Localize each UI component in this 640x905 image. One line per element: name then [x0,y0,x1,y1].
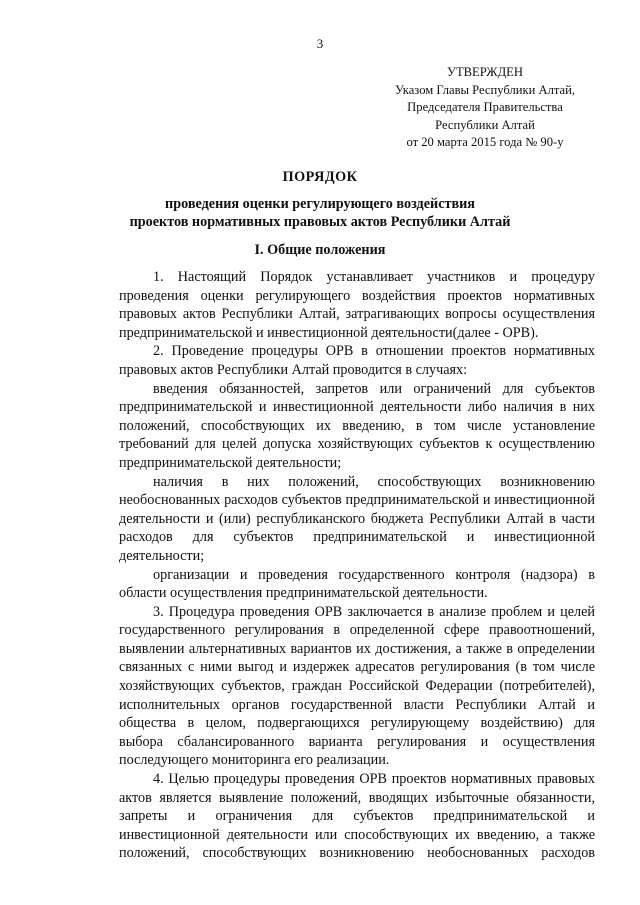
paragraph-2-case-3: организации и проведения государственного контроля (надзора) в области осуществления предпринимательской деятельности. [119,566,595,602]
title-main: ПОРЯДОК [282,169,358,185]
paragraph-3: 3. Процедура проведения ОРВ заключается в анализе проблем и целей государственного регулирования в определенной сфере правоотношений, выявлении альтернативных вариантов их достижения, а также в определении связанных с ними выгод и издержек адресатов регулирования (в том числе хозяйствующих субъектов, граждан Российской Федерации (потребителей), исполнительных органов государственной власти Республики Алтай и общества в целом, подвергающихся регулирующему воздействию) для выбора сбалансированного варианта регулирования и осуществления последующего мониторинга его реализации. [119,603,595,769]
approval-line: Председателя Правительства [407,100,563,114]
title-subtitle-line: проведения оценки регулирующего воздействия [165,195,475,212]
paragraph-4: 4. Целью процедуры проведения ОРВ проектов нормативных правовых актов является выявление положений, вводящих избыточные обязанности, запреты и ограничения для субъектов предпринимательской и инвестиционной деятельности или способствующих их введению, а также положений, способствующих возникновению необоснованных расходов [119,771,595,862]
paragraph-2-case-1: введения обязанностей, запретов или ограничений для субъектов предпринимательской и инвестиционной деятельности либо наличия в них положений, способствующих их введению, в том числе установление требований для целей допуска хозяйствующих субъектов к осуществлению предпринимательской деятельности; [119,380,595,471]
paragraph-2-case-2: наличия в них положений, способствующих возникновению необоснованных расходов субъектов предпринимательской и инвестиционной деятельности и (или) республиканского бюджета Республики Алтай в части расходов для субъектов предпринимательской и инвестиционной деятельности; [119,473,595,564]
approval-line: Указом Главы Республики Алтай, [394,82,575,97]
approval-line: от 20 марта 2015 года № 90-у [406,135,564,149]
document-body [119,268,595,863]
page-number: 3 [316,36,324,51]
title-subtitle-line: проектов нормативных правовых актов Республики Алтай [129,214,511,230]
approval-line: УТВЕРЖДЕН [447,65,523,79]
paragraph-1: 1. Настоящий Порядок устанавливает участников и процедуру проведения оценки регулирующего воздействия проектов нормативных правовых актов Республики Алтай, затрагивающих вопросы осуществления предпринимательской и инвестиционной деятельности(далее - ОРВ). [119,269,595,341]
document-title [0,168,640,232]
approval-stamp [380,64,590,152]
approval-line: Республики Алтай [435,117,535,132]
section-heading: I. Общие положения [254,242,386,258]
paragraph-2: 2. Проведение процедуры ОРВ в отношении проектов нормативных правовых актов Республики Алтай проводится в случаях: [119,343,595,378]
